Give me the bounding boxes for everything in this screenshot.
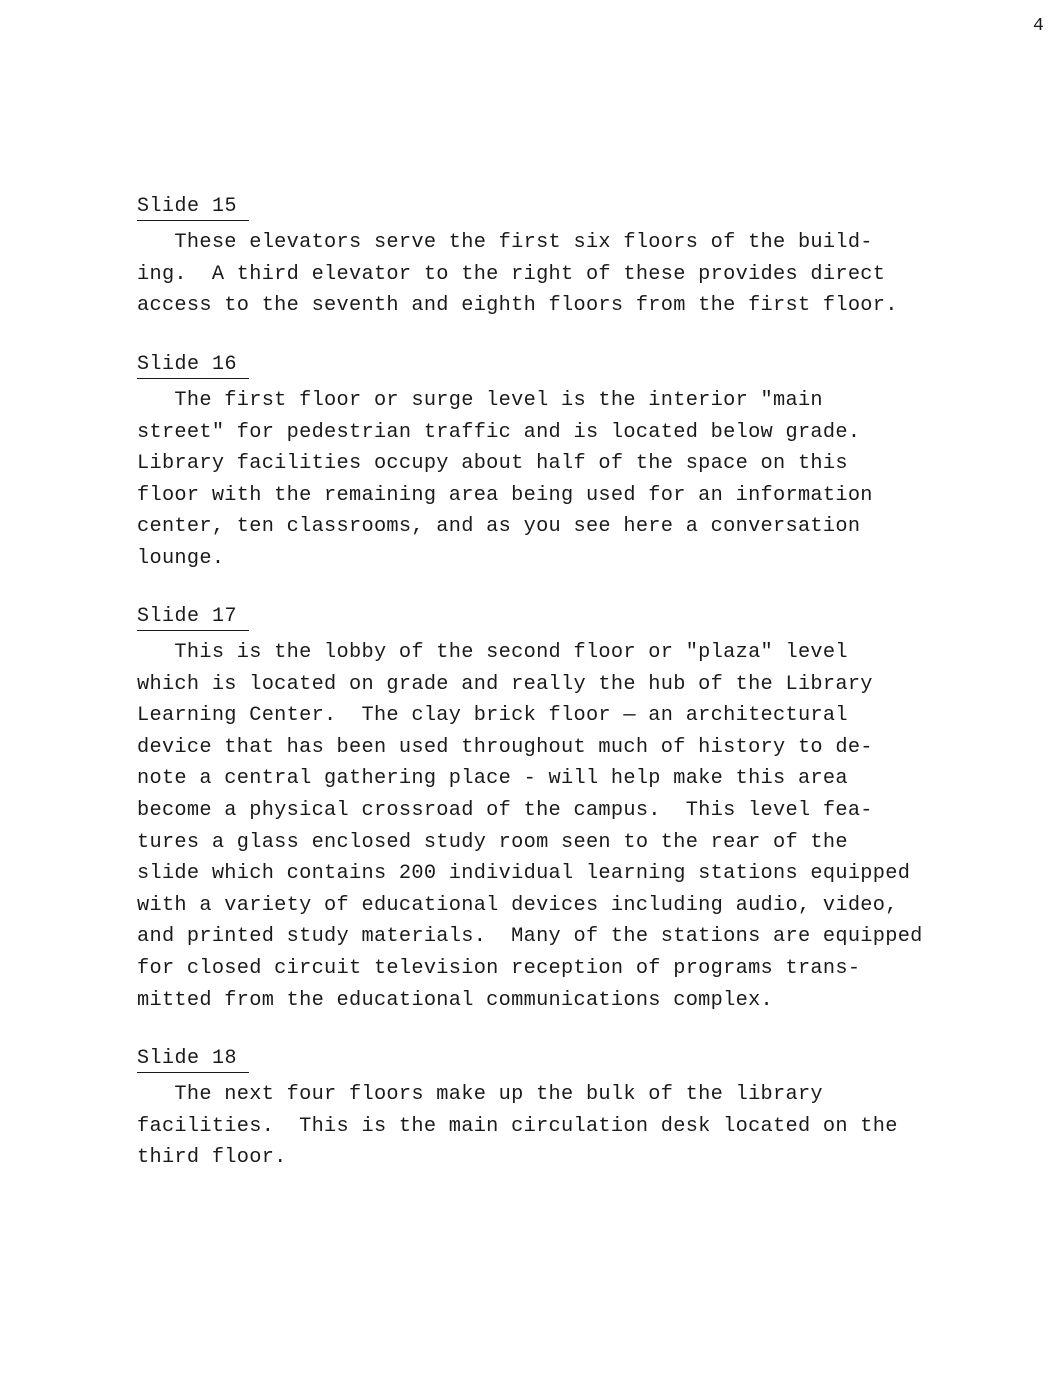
- text-line: floor with the remaining area being used for an information: [137, 483, 873, 507]
- slide-15-section: [137, 196, 997, 322]
- text-line: access to the seventh and eighth floors from the first floor.: [137, 294, 898, 318]
- text-line: note a central gathering place - will help make this area: [137, 767, 848, 791]
- slide-heading: Slide 16: [137, 354, 249, 379]
- text-line: ing. A third elevator to the right of these provides direct: [137, 262, 886, 286]
- text-line: tures a glass enclosed study room seen to the rear of the: [137, 830, 848, 854]
- text-line: center, ten classrooms, and as you see here a conversation: [137, 515, 861, 539]
- slide-17-section: [137, 606, 997, 1016]
- text-line: facilities. This is the main circulation desk located on the: [137, 1114, 898, 1138]
- slide-heading: Slide 15: [137, 196, 249, 221]
- slide-16-section: [137, 354, 997, 575]
- slide-18-section: [137, 1048, 997, 1174]
- text-line: The first floor or surge level is the interior "main: [137, 389, 823, 412]
- text-line: become a physical crossroad of the campus. This level fea-: [137, 798, 873, 822]
- text-line: mitted from the educational communications complex.: [137, 988, 774, 1012]
- text-line: slide which contains 200 individual learning stations equipped: [137, 862, 911, 886]
- text-line: This is the lobby of the second floor or "plaza" level: [137, 641, 848, 664]
- text-line: Library facilities occupy about half of the space on this: [137, 452, 848, 476]
- text-line: for closed circuit television reception of programs trans-: [137, 956, 861, 980]
- text-line: The next four floors make up the bulk of the library: [137, 1083, 823, 1106]
- text-line: and printed study materials. Many of the stations are equipped: [137, 925, 923, 949]
- text-line: which is located on grade and really the hub of the Library: [137, 672, 873, 696]
- text-line: These elevators serve the first six floors of the build-: [137, 231, 873, 254]
- slide-heading: Slide 17: [137, 606, 249, 631]
- slide-heading: Slide 18: [137, 1048, 249, 1073]
- text-line: with a variety of educational devices including audio, video,: [137, 893, 898, 917]
- text-line: lounge.: [137, 546, 225, 570]
- text-line: device that has been used throughout much of history to de-: [137, 735, 873, 759]
- page-number: 4: [1033, 16, 1045, 36]
- text-line: third floor.: [137, 1146, 287, 1170]
- text-line: Learning Center. The clay brick floor — an architectural: [137, 704, 848, 728]
- text-line: street" for pedestrian traffic and is located below grade.: [137, 420, 861, 444]
